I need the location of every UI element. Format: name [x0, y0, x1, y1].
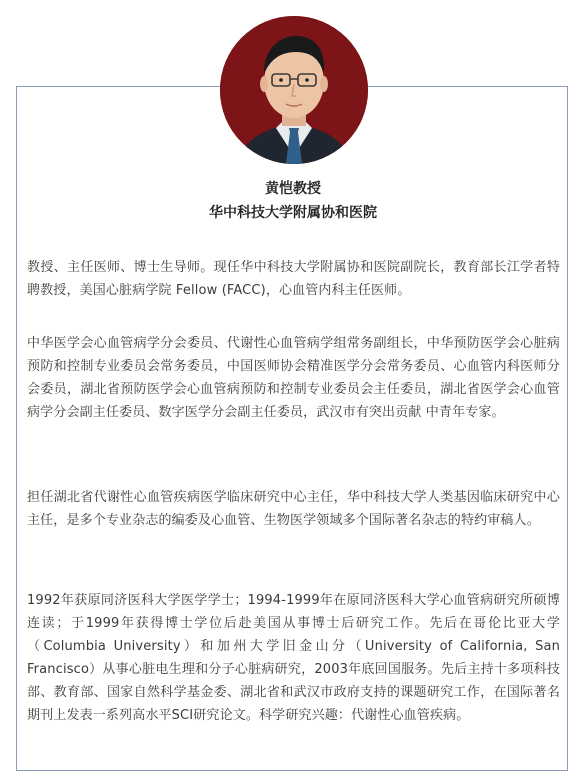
bio-paragraph-memberships: 中华医学会心血管病学分会委员、代谢性心血管病学组常务副组长，中华预防医学会心脏病预防和控制专业委员会常务委员，中国医师协会精准医学分会常务委员、心血管内科医师分会委员，湖北省预防医学会心血管病预防和控制专业委员会主任委员，湖北省医学会心血管病学分会副主任委员、数字医学分会副主任委员，武汉市有突出贡献 中青年专家。 — [27, 336, 560, 420]
bio-paragraph-position: 教授、主任医师、博士生导师。现任华中科技大学附属协和医院副院长，教育部长江学者特聘教授，美国心脏病学院 Fellow (FACC)，心血管内科主任医师。 — [27, 260, 560, 298]
bio-paragraph-education: 1992年获原同济医科大学医学学士；1994-1999年在原同济医科大学心血管病研究所硕博连读；于1999年获得博士学位后赴美国从事博士后研究工作。先后在哥伦比亚大学（Columbia University）和加州大学旧金山分（University of California, San Francisco）从事心脏电生理和分子心脏病研究，2003年底回国服务。先后主持十多项科技部、教育部、国家自然科学基金委、湖北省和武汉市政府支持的课题研究工作，在国际著名期刊上发表一系列高水平SCI研究论文。科学研究兴趣：代谢性心血管疾病。 — [27, 593, 560, 723]
portrait-illustration — [220, 16, 368, 164]
bio-paragraph-research-center: 担任湖北省代谢性心血管疾病医学临床研究中心主任，华中科技大学人类基因临床研究中心主任，是多个专业杂志的编委及心血管、生物医学领域多个国际著名杂志的特约审稿人。 — [27, 490, 560, 528]
person-name: 黄恺教授 — [265, 181, 321, 197]
portrait-photo — [220, 16, 368, 164]
person-affiliation: 华中科技大学附属协和医院 — [209, 205, 377, 221]
